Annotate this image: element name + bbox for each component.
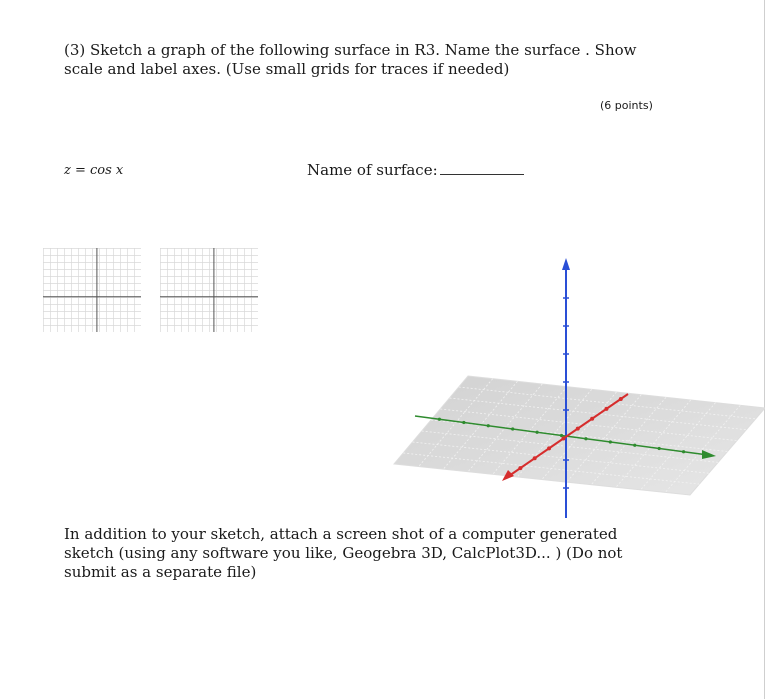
y-tick: [511, 427, 514, 430]
name-blank-line[interactable]: [440, 162, 524, 175]
points-label: (6 points): [600, 99, 653, 112]
y-tick: [535, 431, 538, 434]
x-tick: [547, 446, 551, 450]
x-tick: [561, 436, 565, 440]
footer-instructions: In addition to your sketch, attach a screen shot of a computer generated sketch (using any software you like, Geogebra 3D, CalcPlot3D... ) (Do not submit as a separate file): [64, 525, 623, 581]
x-tick: [576, 427, 580, 431]
y-tick: [584, 437, 587, 440]
trace-grid-left: [43, 248, 141, 332]
z-axis-arrowhead: [562, 258, 570, 270]
y-tick: [658, 447, 661, 450]
y-tick: [487, 424, 490, 427]
x-tick: [619, 397, 623, 401]
x-tick: [590, 417, 594, 421]
y-tick: [633, 444, 636, 447]
question-text: (3) Sketch a graph of the following surface in R3. Name the surface . Show scale and label axes. (Use small grids for traces if needed): [64, 41, 637, 78]
grid-paper: [43, 248, 141, 332]
trace-grid-right: [160, 248, 258, 332]
3d-axes-svg: [390, 250, 765, 520]
x-tick: [518, 466, 522, 470]
grid-paper: [160, 248, 258, 332]
name-of-surface-field: [307, 161, 524, 179]
x-tick: [604, 407, 608, 411]
3d-axes-graphic: [390, 250, 765, 520]
y-tick: [462, 421, 465, 424]
x-tick: [533, 456, 537, 460]
y-tick: [682, 450, 685, 453]
y-tick: [609, 440, 612, 443]
y-tick: [438, 418, 441, 421]
name-of-surface-label: Name of surface:: [307, 161, 438, 179]
equation: z = cos x: [64, 163, 124, 178]
y-tick: [560, 434, 563, 437]
